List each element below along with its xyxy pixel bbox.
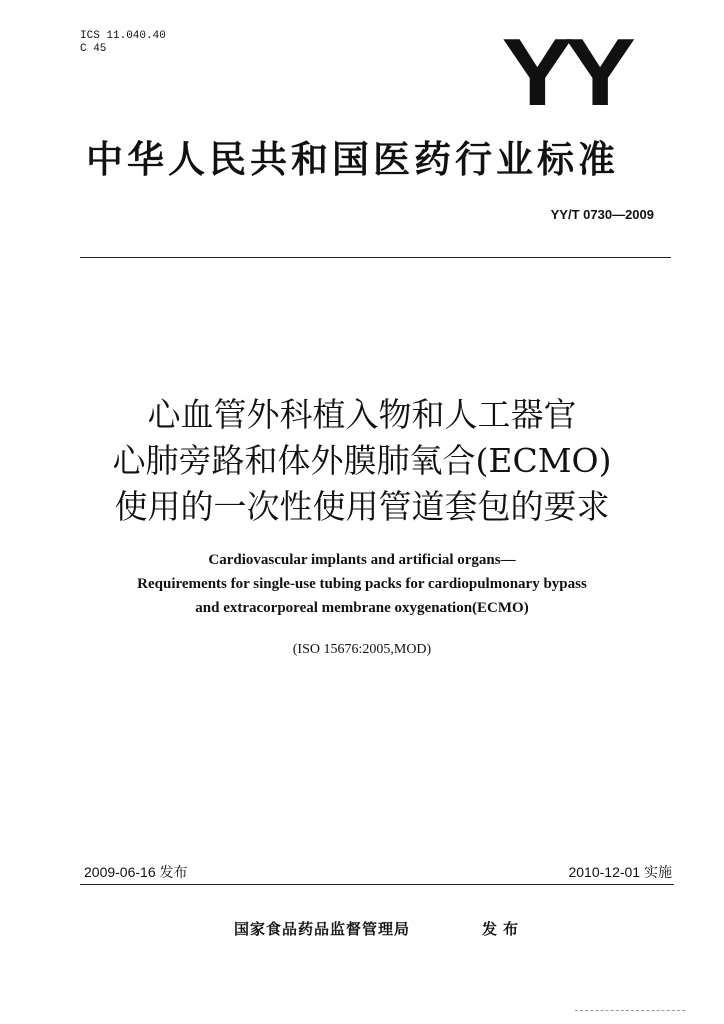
english-title-line: Cardiovascular implants and artificial organs— — [208, 552, 516, 568]
header-divider — [80, 257, 671, 258]
publish-date: 2009-06-16 发布 — [84, 864, 188, 880]
english-title-line: Requirements for single-use tubing packs for cardiopulmonary bypass — [137, 576, 587, 592]
implement-date: 2010-12-01 实施 — [568, 864, 672, 880]
standard-number: YY/T 0730—2009 — [550, 207, 654, 222]
english-title-line: and extracorporeal membrane oxygenation(ECMO) — [195, 600, 529, 616]
bottom-dotted-rule — [575, 1010, 685, 1011]
issuing-authority: 国家食品药品监督管理局 — [234, 920, 411, 938]
iso-reference: (ISO 15676:2005,MOD) — [292, 642, 432, 657]
chinese-title — [0, 392, 724, 530]
chinese-title-line: 心血管外科植入物和人工器官 — [147, 395, 577, 434]
footer-divider — [80, 884, 674, 885]
ics-code: ICS 11.040.40 — [80, 30, 166, 42]
standard-category-title: 中华人民共和国医药行业标准 — [86, 138, 619, 181]
chinese-title-line: 心肺旁路和体外膜肺氧合(ECMO) — [112, 441, 612, 480]
chinese-title-line: 使用的一次性使用管道套包的要求 — [114, 487, 610, 526]
classification-codes — [80, 30, 166, 56]
class-code: C 45 — [80, 43, 107, 55]
yy-logo: YY — [501, 19, 627, 126]
issue-label: 发布 — [482, 920, 525, 938]
english-title — [0, 548, 724, 620]
